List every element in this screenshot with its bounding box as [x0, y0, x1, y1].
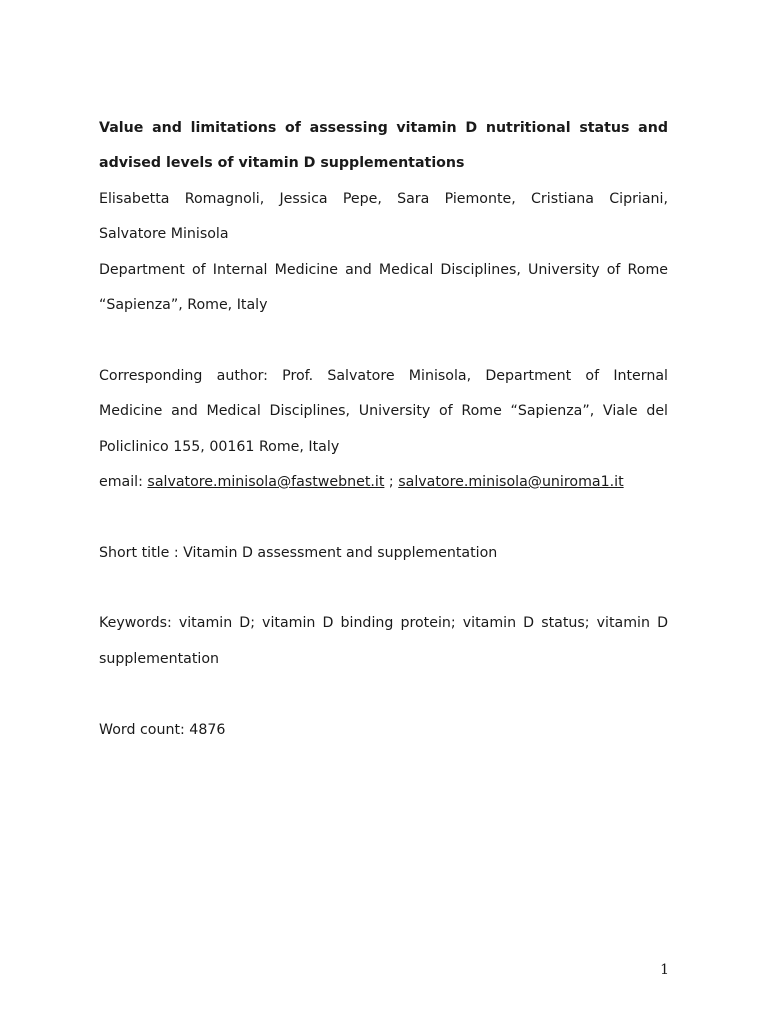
corresponding-author-line-3: Policlinico 155, 00161 Rome, Italy: [99, 438, 340, 455]
email-link-uniroma1[interactable]: salvatore.minisola@uniroma1.it: [398, 473, 624, 490]
email-separator: ;: [384, 473, 399, 490]
short-title: Short title : Vitamin D assessment and supplementation: [99, 544, 498, 561]
email-line: [99, 465, 668, 500]
spacer: [99, 323, 668, 358]
affiliation-line-2: “Sapienza”, Rome, Italy: [99, 296, 268, 313]
corresponding-author-line-1: Corresponding author: Prof. Salvatore Minisola, Department of Internal: [99, 367, 668, 384]
word-count: Word count: 4876: [99, 721, 226, 738]
authors-line-1: Elisabetta Romagnoli, Jessica Pepe, Sara Piemonte, Cristiana Cipriani,: [99, 190, 668, 207]
title-page: [99, 111, 668, 748]
authors-line-2: Salvatore Minisola: [99, 226, 229, 243]
spacer: [99, 677, 668, 712]
affiliation-line-1: Department of Internal Medicine and Medical Disciplines, University of Rome: [99, 261, 668, 278]
corresponding-author-line-2: Medicine and Medical Disciplines, University of Rome “Sapienza”, Viale del: [99, 403, 668, 420]
keywords-line-1: Keywords: vitamin D; vitamin D binding protein; vitamin D status; vitamin D: [99, 615, 668, 632]
keywords-line-2: supplementation: [99, 650, 220, 667]
spacer: [99, 571, 668, 606]
page-number: 1: [660, 962, 669, 978]
email-link-fastwebnet[interactable]: salvatore.minisola@fastwebnet.it: [147, 473, 385, 490]
spacer: [99, 500, 668, 535]
paper-title-line-2: advised levels of vitamin D supplementations: [99, 155, 465, 172]
email-label: email:: [99, 473, 148, 490]
paper-title-line-1: Value and limitations of assessing vitamin D nutritional status and: [99, 120, 668, 136]
